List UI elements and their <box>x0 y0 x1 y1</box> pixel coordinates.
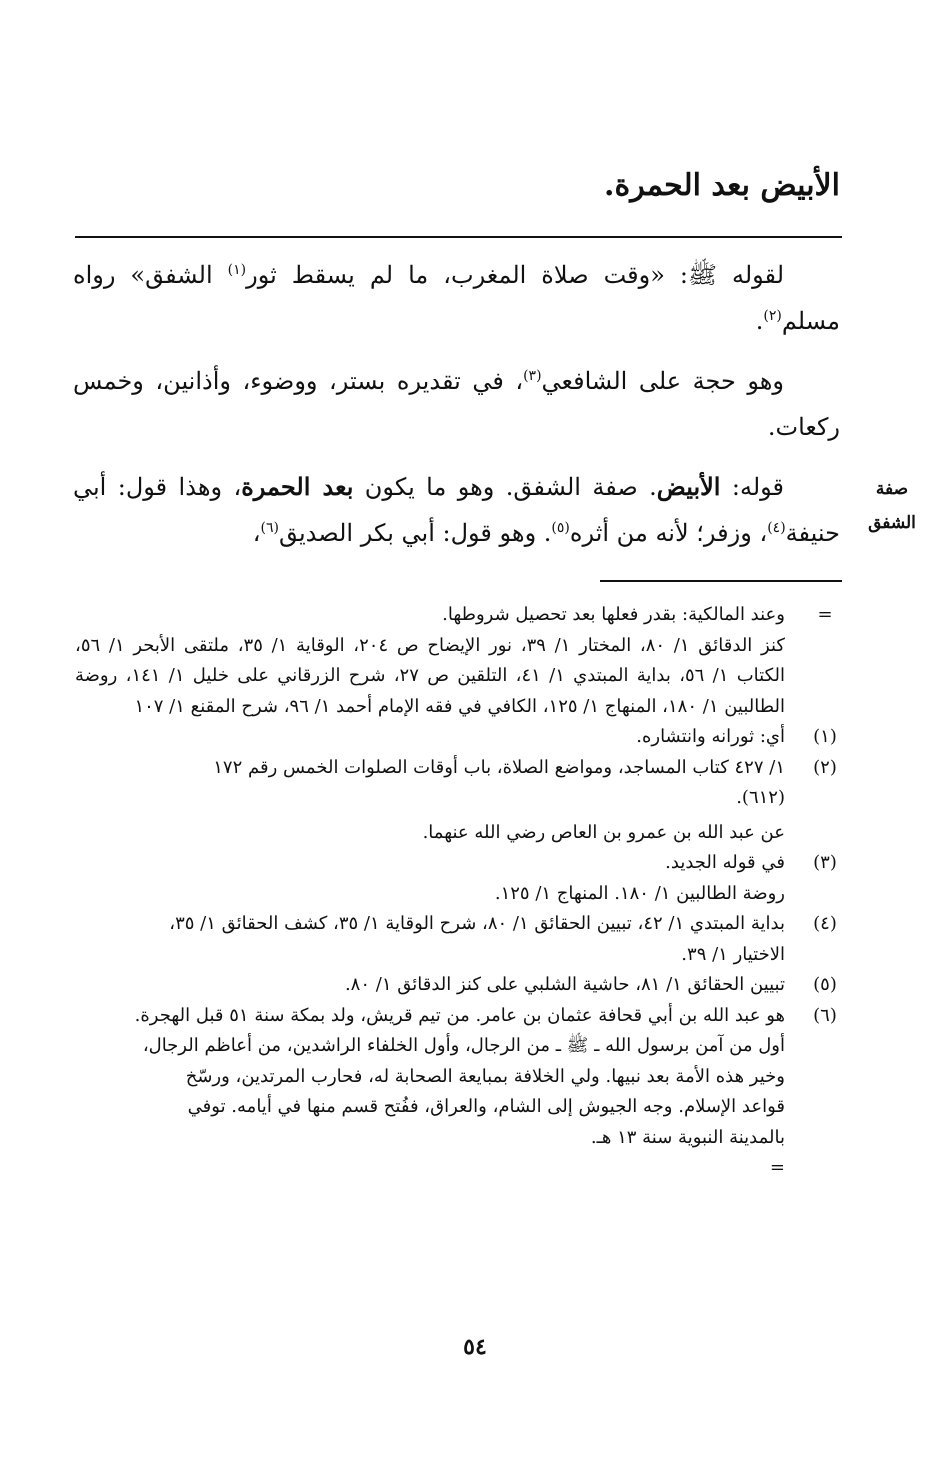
footnote-number: (٣) <box>813 852 837 873</box>
footnote-ref-3[interactable]: (٣) <box>523 368 542 384</box>
margin-note-line-2: الشفق <box>868 513 916 533</box>
section-heading: الأبيض بعد الحمرة. <box>604 168 840 203</box>
paragraph-3: قوله: الأبيض. صفة الشفق. وهو ما يكون بعد الحمرة، وهذا قول: أبي حنيفة$^{(٤)}$، وزفر؛ لأنه من أثره$^{(٥)}$. وهو قول: أبي بكر الصديق$^{(٦)}$، <box>73 472 840 547</box>
footnote-continuation: = وعند المالكية: بقدر فعلها بعد تحصيل شروطها. <box>75 600 845 631</box>
footnotes <box>75 600 845 1184</box>
footnote-number: (٥) <box>813 974 837 995</box>
footnote-6: (٦) هو عبد الله بن أبي قحافة عثمان بن عامر. من تيم قريش، ولد بمكة سنة ٥١ قبل الهجرة. أول من آمن برسول الله ـ ﷺ ـ من الرجال، وأول الخلفاء الراشدين، من أعاظم الرجال، وخير هذه الأمة بعد نبيها. ولي الخلافة بمبايعة الصحابة له، فحارب المرتدين، ورسّخ قواعد الإسلام. وجه الجيوش إلى الشام، والعراق، ففُتح قسم منها في أيامه. توفي بالمدينة النبوية سنة ١٣ هـ. <box>75 1001 845 1154</box>
footnote-1: (١) أي: ثورانه وانتشاره. <box>75 722 845 753</box>
bold-term-after-redness: بعد الحمرة <box>241 472 354 501</box>
margin-note-line-1: صفة <box>875 479 909 499</box>
heading-divider <box>75 236 842 238</box>
footnote-divider <box>600 580 842 582</box>
bold-term-white: الأبيض <box>656 472 721 501</box>
page-number: ٥٤ <box>463 1334 487 1360</box>
footnote-continuation-refs: كنز الدقائق ١/ ٨٠، المختار ١/ ٣٩، نور الإيضاح ص ٢٠٤، الوقاية ١/ ٣٥، ملتقى الأبحر ١/ ٥٦، الكتاب ١/ ٥٦، بداية المبتدي ١/ ٤١، التلقين ص ٢٧، شرح الزرقاني على خليل ١/ ١٤١، روضة الطالبين ١/ ١٨٠، المنهاج ١/ ١٢٥، الكافي في فقه الإمام أحمد ١/ ٩٦، شرح المقنع ١/ ١٠٧ <box>75 634 785 717</box>
footnote-number: (٦) <box>813 1004 837 1026</box>
footnote-2: (٢) ١/ ٤٢٧ كتاب المساجد، ومواضع الصلاة، باب أوقات الصلوات الخمس رقم ١٧٢ (٦١٢). عن عبد الله بن عمرو بن العاص رضي الله عنهما. <box>75 753 845 849</box>
footnote-ref-6[interactable]: (٦) <box>260 520 279 536</box>
footnote-number: (١) <box>813 726 837 747</box>
footnote-ref-4[interactable]: (٤) <box>767 520 786 536</box>
margin-note <box>852 472 932 540</box>
footnote-number: (٢) <box>813 756 837 778</box>
paragraph-1: لقوله ﷺ: «وقت صلاة المغرب، ما لم يسقط ثور$^{(١)}$ الشفق» رواه مسلم$^{(٢)}$. <box>73 261 840 335</box>
footnote-4: (٤) بداية المبتدي ١/ ٤٢، تبيين الحقائق ١/ ٨٠، شرح الوقاية ١/ ٣٥، كشف الحقائق ١/ ٣٥، الاختيار ١/ ٣٩. <box>75 909 845 970</box>
footnote-ref-2[interactable]: (٢) <box>763 308 782 324</box>
footnote-continues-mark: = <box>769 1157 785 1178</box>
continuation-mark: = <box>817 604 833 625</box>
main-text <box>73 252 840 556</box>
footnote-3: (٣) في قوله الجديد. روضة الطالبين ١/ ١٨٠. المنهاج ١/ ١٢٥. <box>75 848 845 909</box>
footnote-number: (٤) <box>813 913 837 934</box>
footnote-5: (٥) تبيين الحقائق ١/ ٨١، حاشية الشلبي على كنز الدقائق ١/ ٨٠. <box>75 970 845 1001</box>
footnote-ref-5[interactable]: (٥) <box>551 520 570 536</box>
paragraph-2: وهو حجة على الشافعي$^{(٣)}$، في تقديره بستر، ووضوء، وأذانين، وخمس ركعات. <box>73 367 840 441</box>
footnote-ref-1[interactable]: (١) <box>227 262 247 278</box>
